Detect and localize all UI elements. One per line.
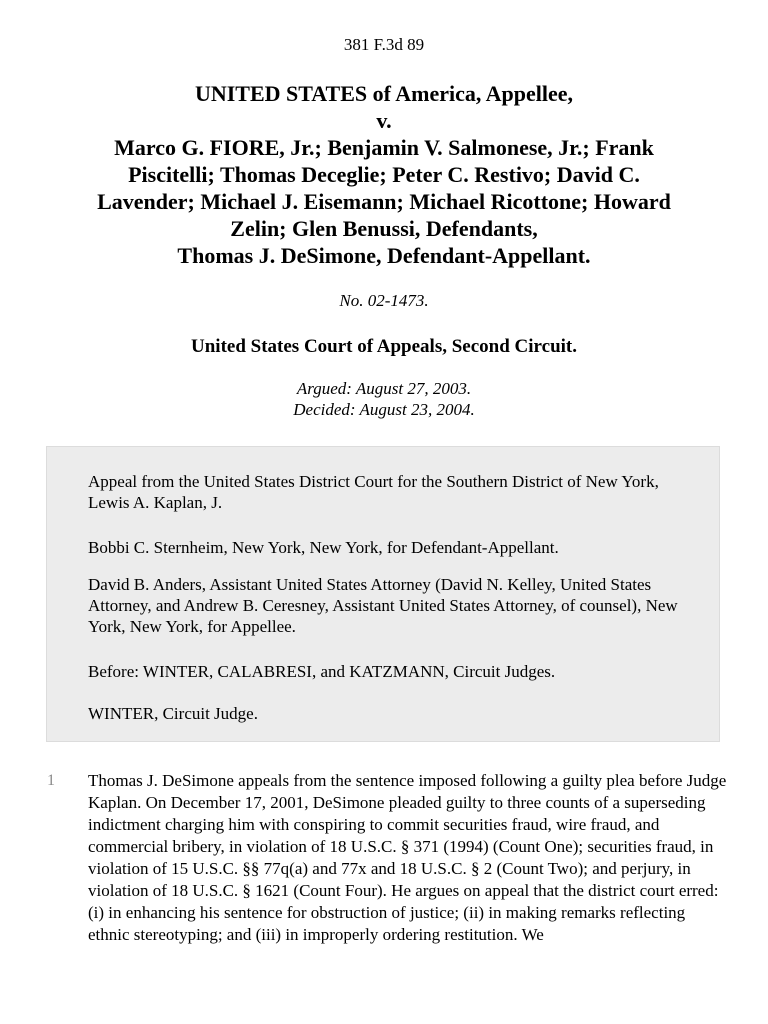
- argued-date: Argued: August 27, 2003.: [296, 379, 472, 398]
- caption-line: Lavender; Michael J. Eisemann; Michael Ricottone; Howard: [97, 189, 671, 214]
- caption-line: UNITED STATES of America, Appellee,: [194, 81, 574, 106]
- court-name: United States Court of Appeals, Second Circuit.: [191, 336, 577, 357]
- appellee-counsel: David B. Anders, Assistant United States Attorney (David N. Kelley, United States Attorney, and Andrew B. Ceresney, Assistant United States Attorney, of counsel), New York, New York, for Appellee.: [88, 575, 678, 636]
- paragraph-text: Thomas J. DeSimone appeals from the sentence imposed following a guilty plea before Judge Kaplan. On December 17, 2001, DeSimone pleaded guilty to three counts of a superseding indictment charging him with conspiring to commit securities fraud, wire fraud, and commercial bribery, in violation of 18 U.S.C. § 371 (1994) (Count One); securities fraud, in violation of 15 U.S.C. §§ 77q(a) and 77x and 18 U.S.C. § 2 (Count Two); and perjury, in violation of 18 U.S.C. § 1621 (Count Four). He argues on appeal that the district court erred: (i) in enhancing his sentence for obstruction of justice; (ii) in making remarks reflecting ethnic stereotyping; and (iii) in improperly ordering restitution. We: [88, 771, 727, 944]
- paragraph-number: 1: [47, 772, 55, 789]
- caption-line: Marco G. FIORE, Jr.; Benjamin V. Salmonese, Jr.; Frank: [114, 135, 654, 160]
- appeal-from: Appeal from the United States District Court for the Southern District of New York, Lewis A. Kaplan, J.: [88, 472, 659, 512]
- syllabus-box: [46, 446, 720, 742]
- docket-number: No. 02-1473.: [339, 291, 429, 310]
- case-dates: [0, 378, 768, 420]
- appellant-counsel: Bobbi C. Sternheim, New York, New York, for Defendant-Appellant.: [88, 538, 559, 557]
- citation: 381 F.3d 89: [343, 35, 425, 54]
- caption-line: Zelin; Glen Benussi, Defendants,: [230, 216, 538, 241]
- caption-line: Thomas J. DeSimone, Defendant-Appellant.: [177, 243, 591, 268]
- case-caption: [40, 80, 728, 269]
- caption-line: Piscitelli; Thomas Deceglie; Peter C. Restivo; David C.: [128, 162, 640, 187]
- panel: Before: WINTER, CALABRESI, and KATZMANN, Circuit Judges.: [88, 662, 556, 681]
- decided-date: Decided: August 23, 2004.: [293, 400, 475, 419]
- opinion-author: WINTER, Circuit Judge.: [88, 704, 258, 723]
- caption-line: v.: [376, 108, 392, 133]
